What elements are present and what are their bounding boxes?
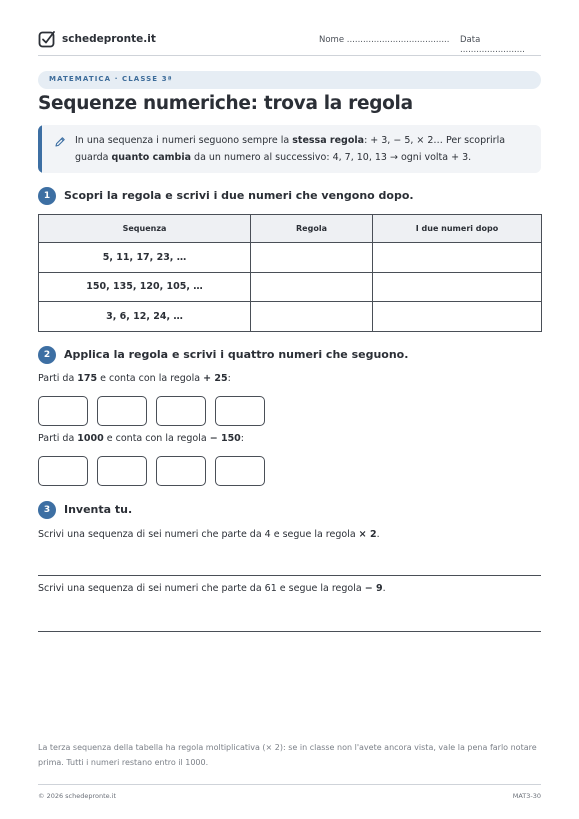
exercise-1-heading	[38, 187, 541, 205]
page-header	[38, 30, 541, 56]
page-footer	[38, 784, 541, 800]
table-row	[39, 243, 542, 273]
answer-box[interactable]	[97, 396, 147, 426]
answer-box[interactable]	[156, 396, 206, 426]
answer-box[interactable]	[38, 396, 88, 426]
rule-value: − 150	[209, 433, 241, 444]
rule-callout	[38, 125, 541, 173]
footer-code: MAT3-30	[512, 792, 541, 800]
table-row	[39, 302, 542, 332]
instruction-part-a: Parti da 175 e conta con la regola + 25:	[38, 373, 231, 384]
sequence-cell: 3, 6, 12, 24, …	[39, 302, 251, 332]
checkbox-logo-icon	[38, 30, 56, 48]
rule-answer-cell[interactable]	[251, 272, 373, 302]
next-numbers-answer-cell[interactable]	[373, 272, 542, 302]
answer-box[interactable]	[215, 396, 265, 426]
table-header-row	[39, 215, 542, 243]
sequence-cell: 5, 11, 17, 23, …	[39, 243, 251, 273]
rule-answer-cell[interactable]	[251, 302, 373, 332]
exercise-2-heading	[38, 346, 541, 364]
sequence-table	[38, 214, 542, 332]
prompt-a: Scrivi una sequenza di sei numeri che parte da 4 e segue la regola × 2.	[38, 529, 380, 540]
start-number: 1000	[77, 433, 104, 444]
answer-box[interactable]	[38, 456, 88, 486]
exercise-number-badge: 2	[38, 346, 56, 364]
exercise-title: Inventa tu.	[64, 503, 133, 516]
exercise-3-heading	[38, 501, 541, 519]
page-title: Sequenze numeriche: trova la regola	[38, 93, 413, 114]
next-numbers-answer-cell[interactable]	[373, 243, 542, 273]
brand-name: schedepronte.it	[62, 33, 156, 45]
column-header-rule: Regola	[251, 215, 373, 243]
callout-bold-rule: stessa regola	[292, 135, 365, 146]
callout-text: In una sequenza i numeri seguono sempre la stessa regola: + 3, − 5, × 2… Per scoprirla guarda quanto cambia da un numero al successivo: 4, 7, 10, 13 → ogni volta + 3.	[75, 135, 506, 163]
rule-value: + 25	[203, 373, 228, 384]
answer-boxes-a	[38, 396, 278, 426]
answer-line[interactable]	[38, 631, 541, 632]
instruction-part-b: Parti da 1000 e conta con la regola − 150:	[38, 433, 244, 444]
next-numbers-answer-cell[interactable]	[373, 302, 542, 332]
answer-boxes-b	[38, 456, 278, 486]
callout-bold-change: quanto cambia	[111, 152, 192, 163]
rule-value: × 2	[358, 529, 377, 540]
answer-box[interactable]	[97, 456, 147, 486]
column-header-next: I due numeri dopo	[373, 215, 542, 243]
pencil-icon	[54, 136, 66, 148]
rule-value: − 9	[364, 583, 383, 594]
name-field[interactable]: Nome ......................................	[319, 35, 450, 45]
rule-answer-cell[interactable]	[251, 243, 373, 273]
exercise-number-badge: 3	[38, 501, 56, 519]
answer-box[interactable]	[215, 456, 265, 486]
column-header-sequence: Sequenza	[39, 215, 251, 243]
date-field[interactable]: Data ........................	[460, 35, 525, 55]
subject-tag	[38, 71, 541, 89]
start-number: 175	[77, 373, 98, 384]
callout-accent-bar	[38, 125, 42, 173]
table-row	[39, 272, 542, 302]
exercise-number-badge: 1	[38, 187, 56, 205]
answer-box[interactable]	[156, 456, 206, 486]
prompt-b: Scrivi una sequenza di sei numeri che parte da 61 e segue la regola − 9.	[38, 583, 386, 594]
subject-tag-label: MATEMATICA · CLASSE 3ª	[49, 75, 173, 83]
exercise-title: Scopri la regola e scrivi i due numeri che vengono dopo.	[64, 189, 414, 202]
sequence-cell: 150, 135, 120, 105, …	[39, 272, 251, 302]
footer-copyright: © 2026 schedepronte.it	[38, 792, 117, 800]
exercise-title: Applica la regola e scrivi i quattro numeri che seguono.	[64, 348, 409, 361]
answer-line[interactable]	[38, 575, 541, 576]
teacher-note: La terza sequenza della tabella ha regola moltiplicativa (× 2): se in classe non l'avete ancora vista, vale la pena farlo notare prima. Tutti i numeri restano entro il 1000.	[38, 743, 537, 767]
